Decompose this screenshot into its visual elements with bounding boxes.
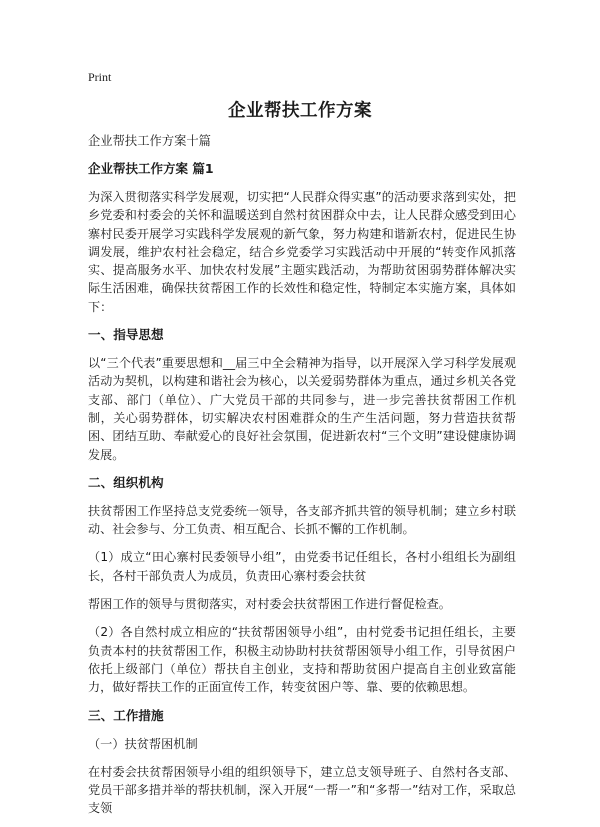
organization-paragraph-3: 帮困工作的领导与贯彻落实，对村委会扶贫帮困工作进行督促检查。 [88,597,451,612]
intro-paragraph: 为深入贯彻落实科学发展观，切实把“人民群众得实惠”的活动要求落到实处，把乡党委和村委会的关怀和温暖送到自然村贫困群众中去，让人民群众感受到田心寨村民委开展学习实践科学发展观的新气象，努力构建和谐新农村，促进民生协调发展，维护农村社会稳定，结合乡党委学习实践活动中开展的“转变作风抓落实、提高服务水平、加快农村发展”主题实践活动，为帮助贫困弱势群体解决实际生活困难，确保扶贫帮困工作的长效性和稳定性，特制定本实施方案，具体如下： [88,190,516,314]
article-title: 企业帮扶工作方案 篇1 [88,161,214,176]
organization-paragraph-4: （2）各自然村成立相应的“扶贫帮困领导小组”，由村党委书记担任组长，主要负责本村的扶贫帮困工作，积极主动协助村扶贫帮困领导小组工作，引导贫困户依托上级部门（单位）帮扶自主创业，支持和帮助贫困户提高自主创业致富能力，做好帮扶工作的正面宣传工作，转变贫困户等、靠、要的依赖思想。 [88,625,516,695]
section-heading-guiding-ideology: 一、指导思想 [88,327,164,343]
measures-sub-heading: （一）扶贫帮困机制 [88,736,198,751]
document-subtitle: 企业帮扶工作方案十篇 [88,134,211,148]
print-link[interactable]: Print [88,70,112,84]
section-heading-measures: 三、工作措施 [88,707,164,723]
section-heading-organization: 二、组织机构 [88,474,164,490]
page-title: 企业帮扶工作方案 [228,101,372,121]
document-body [88,132,516,827]
measures-paragraph-1: 在村委会扶贫帮困领导小组的组织领导下，建立总支领导班子、自然村各支部、党员干部多措并举的帮扶机制，深入开展“一帮一”和“多帮一”结对工作，采取总支领 [88,764,516,816]
organization-paragraph-1: 扶贫帮困工作坚持总支党委统一领导，各支部齐抓共管的领导机制；建立乡村联动、社会参与、分工负责、相互配合、长抓不懈的工作机制。 [88,503,516,537]
organization-paragraph-2: （1）成立“田心寨村民委领导小组”，由党委书记任组长，各村小组组长为副组长，各村干部负责人为成员，负责田心寨村委会扶贫 [88,550,516,583]
guiding-ideology-paragraph: 以“三个代表”重要思想和__届三中全会精神为指导，以开展深入学习科学发展观活动为契机，以构建和谐社会为核心，以关爱弱势群体为重点，通过乡机关各党支部、部门（单位）、广大党员干部的共同参与，进一步完善扶贫帮困工作机制，关心弱势群体，切实解决农村困难群众的生产生活问题，努力营造扶贫帮困、团结互助、奉献爱心的良好社会氛围，促进新农村“三个文明”建设健康协调发展。 [88,356,516,462]
